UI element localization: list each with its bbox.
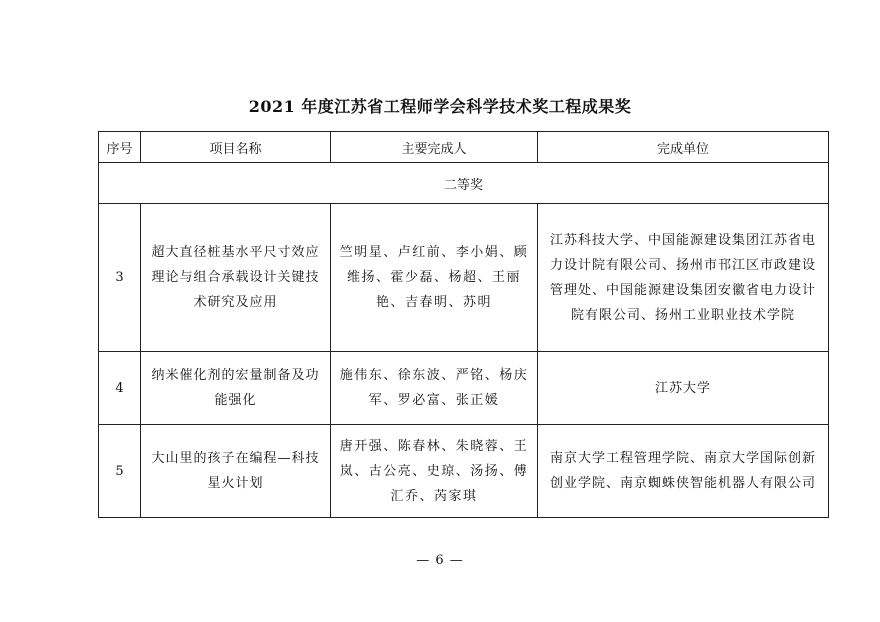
- row-project: [141, 204, 331, 352]
- project-name-text: 纳米催化剂的宏量制备及功能强化: [151, 368, 320, 408]
- header-units: 完成单位: [538, 132, 829, 163]
- table-row: [99, 352, 829, 425]
- units-text: 江苏大学: [654, 380, 711, 396]
- row-units: [538, 425, 829, 518]
- row-completers: [331, 352, 538, 425]
- row-units: [538, 352, 829, 425]
- table-header-row: [99, 132, 829, 163]
- table-row: [99, 425, 829, 518]
- table-row: [99, 204, 829, 352]
- completers-text: 施伟东、徐东波、严铭、杨庆军、罗必富、张正媛: [339, 368, 529, 408]
- row-units: [538, 204, 829, 352]
- header-project: 项目名称: [141, 132, 331, 163]
- row-completers: [331, 425, 538, 518]
- awards-table: [98, 131, 829, 518]
- row-number: 3: [99, 204, 141, 352]
- project-name-text: 大山里的孩子在编程—科技星火计划: [151, 451, 320, 491]
- row-number: 5: [99, 425, 141, 518]
- row-completers: [331, 204, 538, 352]
- completers-text: 竺明星、卢红前、李小娟、顾维扬、霍少磊、杨超、王丽艳、吉春明、苏明: [339, 245, 529, 310]
- completers-text: 唐开强、陈春林、朱晓蓉、王岚、古公亮、史琼、汤扬、傅汇乔、芮家琪: [339, 438, 529, 504]
- page-number: — 6 —: [416, 553, 464, 568]
- units-text: 南京大学工程管理学院、南京大学国际创新创业学院、南京蜘蛛侠智能机器人有限公司: [549, 451, 816, 491]
- project-name-text: 超大直径桩基水平尺寸效应理论与组合承载设计关键技术研究及应用: [151, 245, 320, 310]
- award-level: 二等奖: [99, 163, 829, 204]
- document-title: 2021 年度江苏省工程师学会科学技术奖工程成果奖: [248, 97, 632, 116]
- header-completers: 主要完成人: [331, 132, 538, 163]
- row-number: 4: [99, 352, 141, 425]
- award-level-row: [99, 163, 829, 204]
- units-text: 江苏科技大学、中国能源建设集团江苏省电力设计院有限公司、扬州市邗江区市政建设管理处、中国能源建设集团安徽省电力设计院有限公司、扬州工业职业技术学院: [549, 232, 816, 323]
- row-project: [141, 352, 331, 425]
- row-project: [141, 425, 331, 518]
- header-number: 序号: [99, 132, 141, 163]
